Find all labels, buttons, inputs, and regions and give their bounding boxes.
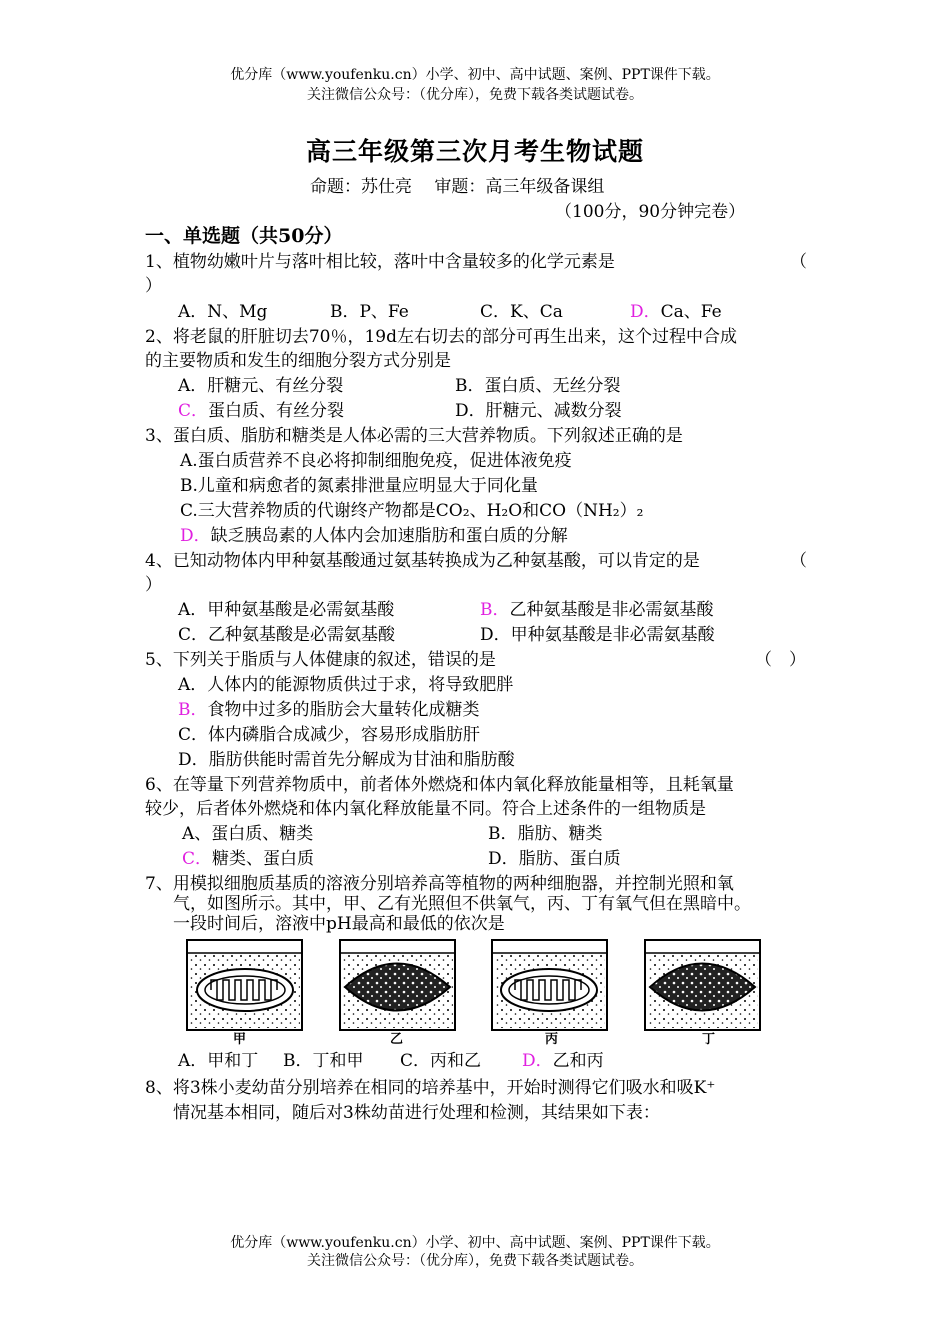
q1-paren-close: ） — [145, 276, 162, 296]
q1-option-a: A．N、Mg — [178, 302, 268, 322]
beaker-ding — [645, 940, 760, 1030]
organelle-figure — [185, 935, 815, 1050]
q2-option-c: C．蛋白质、有丝分裂 — [178, 401, 345, 421]
page-footer-line2: 关注微信公众号：（优分库），免费下载各类试题试卷。 — [307, 1253, 643, 1269]
q2-option-a: A．肝糖元、有丝分裂 — [178, 376, 344, 396]
fig-label-yi: 乙 — [390, 1032, 404, 1047]
q3-option-d: D．缺乏胰岛素的人体内会加速脂肪和蛋白质的分解 — [180, 526, 568, 546]
q3-option-c: C.三大营养物质的代谢终产物都是CO₂、H₂O和CO（NH₂）₂ — [180, 501, 644, 521]
page-footer-line1: 优分库（www.youfenku.cn）小学、初中、高中试题、案例、PPT课件下载。 — [230, 1235, 720, 1251]
q6-option-a: A、蛋白质、糖类 — [182, 824, 314, 844]
exam-title: 高三年级第三次月考生物试题 — [305, 137, 644, 166]
q2-option-d: D．肝糖元、减数分裂 — [455, 401, 622, 421]
q5-option-a: A．人体内的能源物质供过于求，将导致肥胖 — [178, 675, 514, 695]
fig-label-ding: 丁 — [702, 1032, 716, 1047]
q5-paren: （ ） — [755, 650, 806, 670]
page-header-line1: 优分库（www.youfenku.cn）小学、初中、高中试题、案例、PPT课件下载。 — [230, 67, 720, 83]
q6-option-c: C．糖类、蛋白质 — [182, 849, 315, 869]
q3-option-b: B.儿童和病愈者的氮素排泄量应明显大于同化量 — [180, 476, 538, 496]
q4-stem: 4、已知动物体内甲种氨基酸通过氨基转换成为乙种氨基酸，可以肯定的是 — [145, 551, 700, 571]
q6-answer-mark: C． — [182, 849, 213, 869]
q7-option-a: A．甲和丁 — [178, 1051, 259, 1071]
q5-option-b: B．食物中过多的脂肪会大量转化成糖类 — [178, 700, 480, 720]
q8-stem-line1: 8、将3株小麦幼苗分别培养在相同的培养基中，开始时测得它们吸水和吸K⁺ — [145, 1078, 716, 1098]
q1-answer-mark: D． — [630, 302, 661, 322]
q7-stem-line1: 7、用模拟细胞质基质的溶液分别培养高等植物的两种细胞器，并控制光照和氧 — [145, 874, 734, 894]
exam-authors: 命题：苏仕亮 审题：高三年级备课组 — [310, 177, 605, 197]
q6-stem-line1: 6、在等量下列营养物质中，前者体外燃烧和体内氧化释放能量相等，且耗氧量 — [145, 775, 734, 795]
section-heading: 一、单选题（共50分） — [145, 225, 343, 247]
q2-stem-line2: 的主要物质和发生的细胞分裂方式分别是 — [145, 351, 451, 371]
q1-stem: 1、植物幼嫩叶片与落叶相比较，落叶中含量较多的化学元素是 — [145, 252, 615, 272]
q5-option-c: C．体内磷脂合成减少，容易形成脂肪肝 — [178, 725, 481, 745]
q5-stem: 5、下列关于脂质与人体健康的叙述，错误的是 — [145, 650, 496, 670]
q7-option-c: C．丙和乙 — [400, 1051, 482, 1071]
q1-option-b: B．P、Fe — [330, 302, 409, 322]
beaker-jia — [187, 940, 302, 1030]
q1-option-c: C．K、Ca — [480, 302, 563, 322]
q6-stem-line2: 较少，后者体外燃烧和体内氧化释放能量不同。符合上述条件的一组物质是 — [145, 799, 706, 819]
q1-option-d: D．Ca、Fe — [630, 302, 722, 322]
beaker-yi — [340, 940, 455, 1030]
fig-label-jia: 甲 — [233, 1032, 247, 1047]
fig-label-bing: 丙 — [545, 1032, 559, 1047]
beaker-bing — [492, 940, 607, 1030]
q1-paren-open: （ — [790, 252, 807, 272]
q7-answer-mark: D． — [522, 1051, 553, 1071]
q2-answer-mark: C． — [178, 401, 209, 421]
q4-option-b: B．乙种氨基酸是非必需氨基酸 — [480, 600, 714, 620]
q2-option-b: B．蛋白质、无丝分裂 — [455, 376, 621, 396]
q2-stem-line1: 2、将老鼠的肝脏切去70％，19d左右切去的部分可再生出来，这个过程中合成 — [145, 327, 737, 347]
q7-option-d: D．乙和丙 — [522, 1051, 604, 1071]
q4-paren-open: （ — [790, 551, 807, 571]
exam-score: （100分，90分钟完卷） — [555, 202, 746, 222]
q4-paren-close: ） — [145, 575, 162, 595]
q3-answer-mark: D． — [180, 526, 211, 546]
q5-option-d: D．脂肪供能时需首先分解成为甘油和脂肪酸 — [178, 750, 515, 770]
q4-option-c: C．乙种氨基酸是必需氨基酸 — [178, 625, 396, 645]
q4-answer-mark: B． — [480, 600, 510, 620]
q7-stem-line2: 气，如图所示。其中，甲、乙有光照但不供氧气，丙、丁有氧气但在黑暗中。 — [173, 894, 751, 914]
q6-option-b: B．脂肪、糖类 — [488, 824, 603, 844]
q3-stem: 3、蛋白质、脂肪和糖类是人体必需的三大营养物质。下列叙述正确的是 — [145, 426, 683, 446]
q8-stem-line2: 情况基本相同，随后对3株幼苗进行处理和检测，其结果如下表： — [173, 1103, 660, 1123]
q7-stem-line3: 一段时间后，溶液中pH最高和最低的依次是 — [173, 914, 505, 934]
q4-option-d: D．甲种氨基酸是非必需氨基酸 — [480, 625, 715, 645]
q7-option-b: B．丁和甲 — [283, 1051, 364, 1071]
q3-option-a: A.蛋白质营养不良必将抑制细胞免疫，促进体液免疫 — [180, 451, 572, 471]
q4-option-a: A．甲种氨基酸是必需氨基酸 — [178, 600, 395, 620]
q6-option-d: D．脂肪、蛋白质 — [488, 849, 621, 869]
page-header-line2: 关注微信公众号：（优分库），免费下载各类试题试卷。 — [307, 87, 643, 103]
q5-answer-mark: B． — [178, 700, 208, 720]
